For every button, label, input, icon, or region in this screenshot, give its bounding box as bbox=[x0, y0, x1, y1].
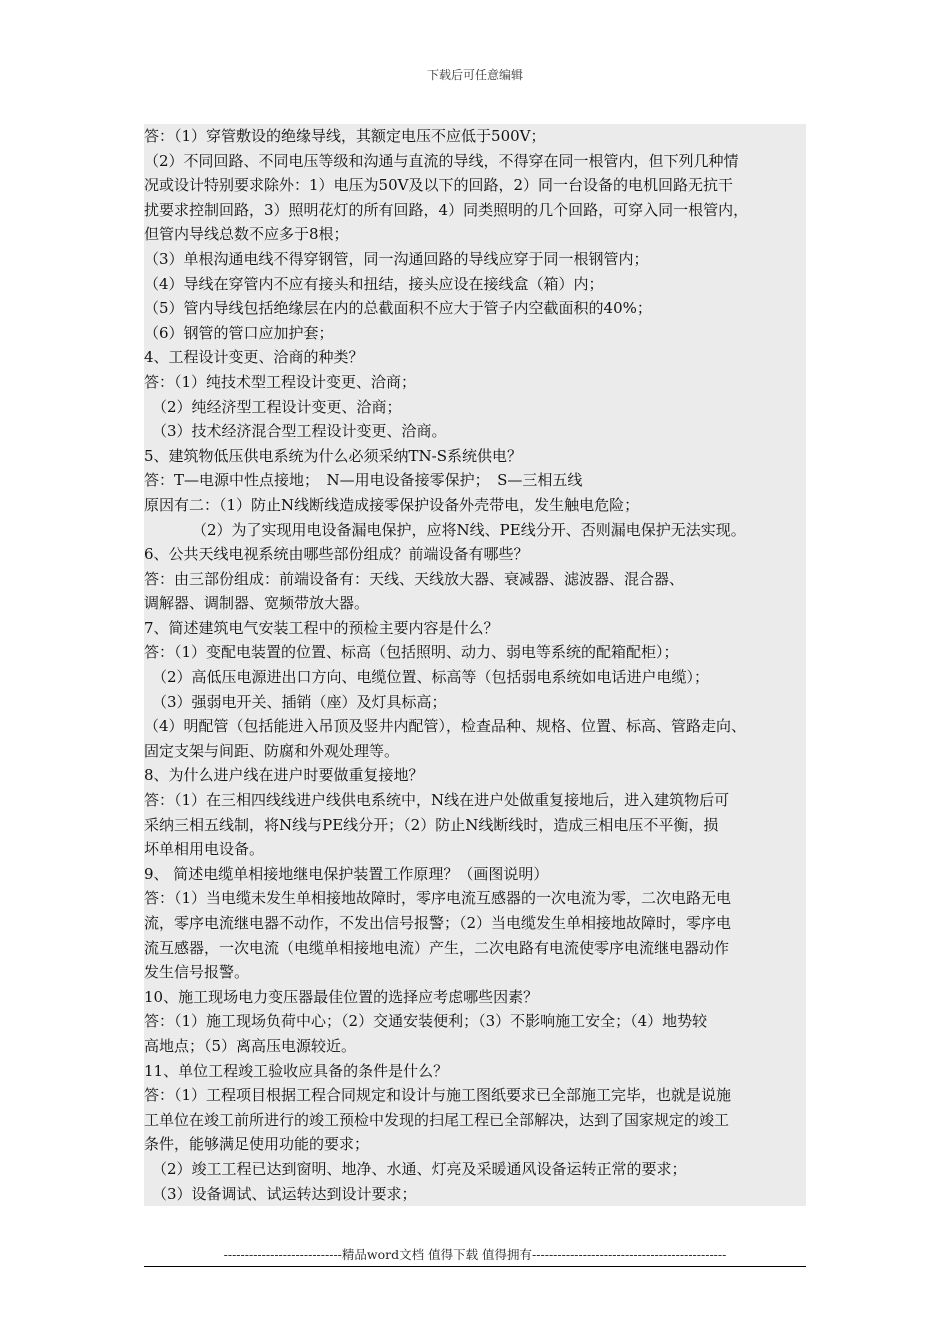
text-line: （3）技术经济混合型工程设计变更、洽商。 bbox=[152, 422, 447, 441]
question-heading: 9、 简述电缆单相接地继电保护装置工作原理？（画图说明） bbox=[144, 864, 549, 883]
text-line: 工单位在竣工前所进行的竣工预检中发现的扫尾工程已全部解决，达到了国家规定的竣工 bbox=[144, 1110, 730, 1129]
text-line: （2）为了实现用电设备漏电保护，应将N线、PE线分开、否则漏电保护无法实现。 bbox=[192, 520, 746, 539]
text-line: （3）强弱电开关、插销（座）及灯具标高； bbox=[152, 692, 447, 711]
page-header: 下载后可任意编辑 bbox=[426, 68, 523, 82]
text-line: 条件，能够满足使用功能的要求； bbox=[144, 1135, 370, 1154]
text-line: 高地点；（5）离高压电源较近。 bbox=[144, 1036, 357, 1055]
document-body bbox=[144, 124, 806, 1206]
text-line: （2）纯经济型工程设计变更、洽商； bbox=[152, 397, 402, 416]
text-line: 发生信号报警。 bbox=[144, 963, 250, 982]
text-line: 但管内导线总数不应多于8根； bbox=[144, 225, 349, 244]
text-line: 答：（1）纯技术型工程设计变更、洽商； bbox=[144, 372, 417, 391]
question-heading: 7、简述建筑电气安装工程中的预检主要内容是什么？ bbox=[144, 618, 499, 637]
page-footer: ----------------------------精品word文档 值得下载 值得拥有---------------------------------------------- bbox=[144, 1245, 806, 1267]
text-line: 采纳三相五线制，将N线与PE线分开；（2）防止N线断线时，造成三相电压不平衡，损 bbox=[144, 815, 719, 834]
text-line: （5）管内导线包括绝缘层在内的总截面积不应大于管子内空截面积的40%； bbox=[144, 299, 652, 318]
question-heading: 5、建筑物低压供电系统为什么必须采纳TN-S系统供电？ bbox=[144, 446, 523, 465]
text-line: 固定支架与间距、防腐和外观处理等。 bbox=[144, 741, 400, 760]
text-line: 坏单相用电设备。 bbox=[144, 840, 265, 859]
question-heading: 10、施工现场电力变压器最佳位置的选择应考虑哪些因素？ bbox=[144, 987, 539, 1006]
text-line: 答：（1）变配电装置的位置、标高（包括照明、动力、弱电等系统的配箱配柜）； bbox=[144, 643, 679, 662]
question-heading: 6、公共天线电视系统由哪些部份组成？前端设备有哪些？ bbox=[144, 545, 529, 564]
text-line: （4）导线在穿管内不应有接头和扭结，接头应设在接线盒（箱）内； bbox=[144, 274, 604, 293]
text-line: 答：（1）穿管敷设的绝缘导线，其额定电压不应低于500V； bbox=[144, 127, 546, 145]
text-line: 流互感器，一次电流（电缆单相接地电流）产生，二次电路有电流使零序电流继电器动作 bbox=[144, 938, 730, 957]
text-line: 原因有二：（1）防止N线断线造成接零保护设备外壳带电，发生触电危险； bbox=[144, 495, 640, 514]
text-line: （2）不同回路、不同电压等级和沟通与直流的导线，不得穿在同一根管内，但下列几种情 bbox=[144, 151, 739, 170]
text-line: 况或设计特别要求除外：1）电压为50V及以下的回路，2）同一台设备的电机回路无抗干 bbox=[144, 176, 734, 195]
question-heading: 8、为什么进户线在进户时要做重复接地？ bbox=[144, 766, 424, 785]
text-line: 答：（1）施工现场负荷中心；（2）交通安装便利；（3）不影响施工安全；（4）地势较 bbox=[144, 1012, 708, 1031]
question-heading: 11、单位工程竣工验收应具备的条件是什么？ bbox=[144, 1061, 449, 1080]
text-line: （2）竣工工程已达到窗明、地净、水通、灯亮及采暖通风设备运转正常的要求； bbox=[152, 1159, 687, 1178]
text-line: 答：（1）在三相四线线进户线供电系统中，N线在进户处做重复接地后，进入建筑物后可 bbox=[144, 791, 730, 810]
text-line: （3）单根沟通电线不得穿钢管，同一沟通回路的导线应穿于同一根钢管内； bbox=[144, 249, 649, 268]
text-line: 答：（1）工程项目根据工程合同规定和设计与施工图纸要求已全部施工完毕，也就是说施 bbox=[144, 1086, 732, 1105]
question-heading: 4、工程设计变更、洽商的种类？ bbox=[144, 348, 364, 367]
text-line: （3）设备调试、试运转达到设计要求； bbox=[152, 1184, 417, 1203]
text-line: 扰要求控制回路，3）照明花灯的所有回路，4）同类照明的几个回路，可穿入同一根管内， bbox=[144, 200, 749, 219]
text-line: 调解器、调制器、宽频带放大器。 bbox=[144, 594, 370, 613]
text-line: （2）高低压电源进出口方向、电缆位置、标高等（包括弱电系统如电话进户电缆）； bbox=[152, 668, 710, 687]
text-line: 答：由三部份组成：前端设备有：天线、天线放大器、衰减器、滤波器、混合器、 bbox=[144, 569, 685, 588]
text-line: （4）明配管（包括能进入吊顶及竖井内配管），检查品种、规格、位置、标高、管路走向、 bbox=[144, 717, 747, 736]
text-line: （6）钢管的管口应加护套； bbox=[144, 323, 334, 342]
text-line: 答：T—电源中性点接地； N—用电设备接零保护； S—三相五线 bbox=[144, 471, 583, 490]
text-line: 答：（1）当电缆未发生单相接地故障时，零序电流互感器的一次电流为零，二次电路无电 bbox=[144, 889, 732, 908]
text-line: 流，零序电流继电器不动作，不发出信号报警；（2）当电缆发生单相接地故障时，零序电 bbox=[144, 914, 732, 932]
